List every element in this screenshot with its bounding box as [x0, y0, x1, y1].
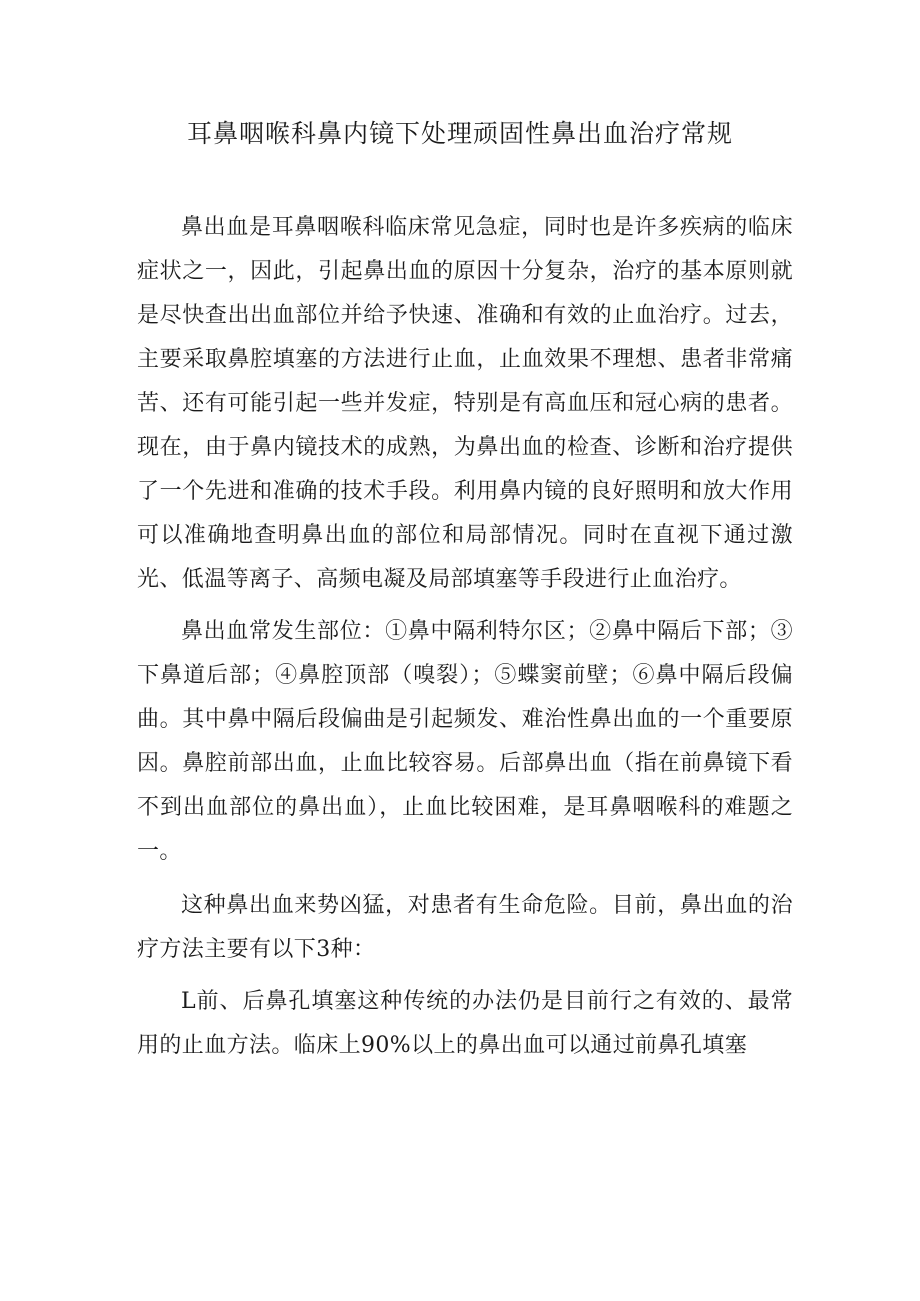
- paragraph-treatment-methods: 这种鼻出血来势凶猛，对患者有生命危险。目前，鼻出血的治疗方法主要有以下3种：: [137, 893, 793, 962]
- paragraph-nasal-packing: L前、后鼻孔填塞这种传统的办法仍是目前行之有效的、最常用的止血方法。临床上90%以上的鼻出血可以通过前鼻孔填塞: [137, 989, 793, 1058]
- document-title: 耳鼻咽喉科鼻内镜下处理顽固性鼻出血治疗常规: [186, 119, 733, 148]
- paragraph-bleeding-sites: 鼻出血常发生部位：①鼻中隔利特尔区；②鼻中隔后下部；③下鼻道后部；④鼻腔顶部（嗅裂）；⑤蝶窦前壁；⑥鼻中隔后段偏曲。其中鼻中隔后段偏曲是引起频发、难治性鼻出血的一个重要原因。鼻腔前部出血，止血比较容易。后部鼻出血（指在前鼻镜下看不到出血部位的鼻出血），止血比较困难，是耳鼻咽喉科的难题之一。: [137, 619, 793, 864]
- document-body: [137, 206, 793, 1068]
- paragraph-introduction: 鼻出血是耳鼻咽喉科临床常见急症，同时也是许多疾病的临床症状之一，因此，引起鼻出血的原因十分复杂，治疗的基本原则就是尽快查出出血部位并给予快速、准确和有效的止血治疗。过去，主要采取鼻腔填塞的方法进行止血，止血效果不理想、患者非常痛苦、还有可能引起一些并发症，特别是有高血压和冠心病的患者。现在，由于鼻内镜技术的成熟，为鼻出血的检查、诊断和治疗提供了一个先进和准确的技术手段。利用鼻内镜的良好照明和放大作用可以准确地查明鼻出血的部位和局部情况。同时在直视下通过激光、低温等离子、高频电凝及局部填塞等手段进行止血治疗。: [137, 215, 793, 592]
